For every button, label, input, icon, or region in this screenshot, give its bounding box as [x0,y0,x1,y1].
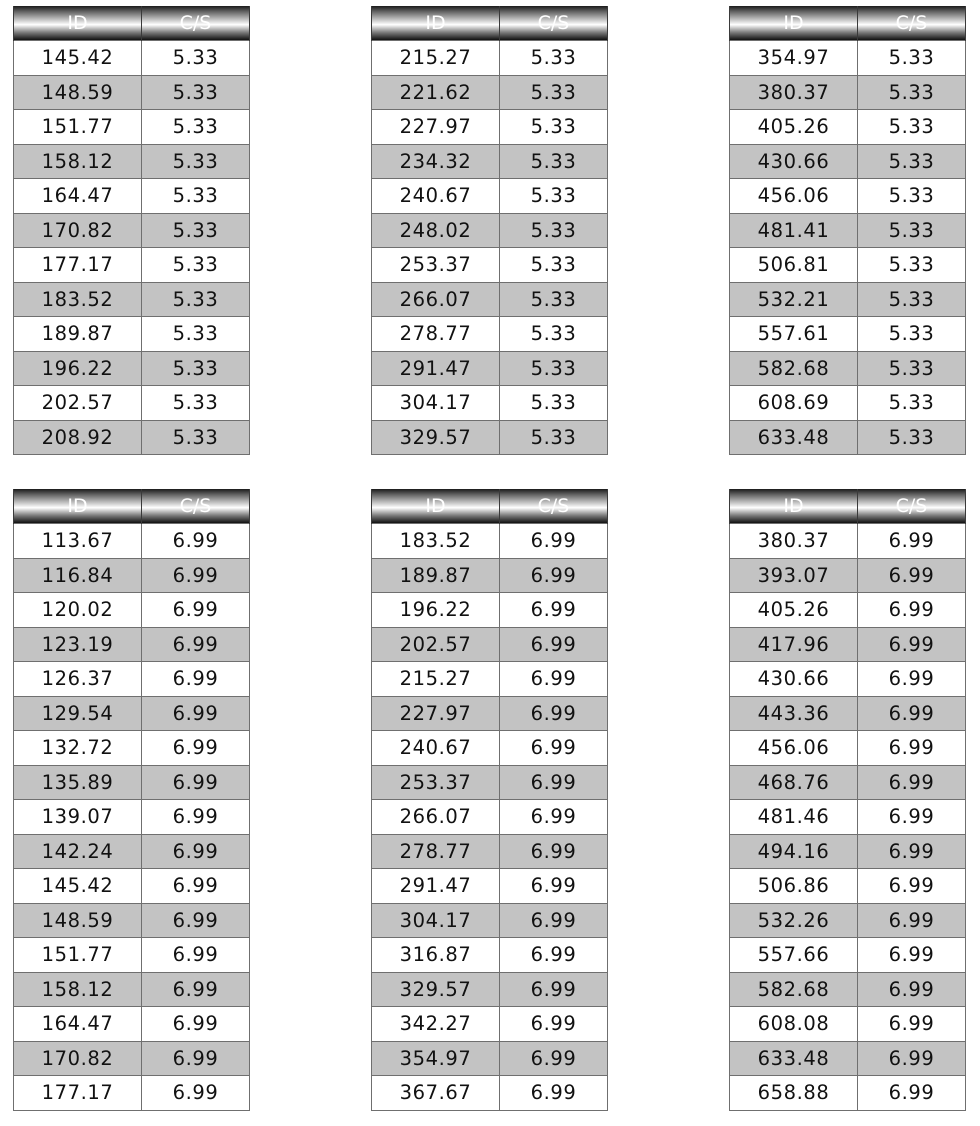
cs-cell: 6.99 [858,558,966,593]
cs-cell: 5.33 [500,386,608,421]
table-row [730,1076,966,1111]
table-row [372,420,608,455]
table-row [372,75,608,110]
size-table-2 [371,6,608,455]
table-row [730,248,966,283]
cs-cell: 5.33 [858,420,966,455]
cs-cell: 6.99 [142,1007,250,1042]
table-row [372,938,608,973]
size-table-4 [13,489,250,1111]
header-row [372,489,608,524]
id-cell: 202.57 [14,386,142,421]
table-row [372,696,608,731]
table-row [730,593,966,628]
id-cell: 304.17 [372,903,500,938]
id-cell: 342.27 [372,1007,500,1042]
id-cell: 481.41 [730,213,858,248]
table-row [14,938,250,973]
table-row [730,420,966,455]
id-cell: 189.87 [14,317,142,352]
table-row [14,800,250,835]
cs-cell: 6.99 [858,1041,966,1076]
id-cell: 443.36 [730,696,858,731]
cs-cell: 6.99 [500,800,608,835]
id-cell: 142.24 [14,834,142,869]
id-cell: 221.62 [372,75,500,110]
table-row [730,558,966,593]
table-row [372,765,608,800]
cs-cell: 5.33 [142,282,250,317]
cs-cell: 6.99 [858,869,966,904]
cs-cell: 5.33 [500,75,608,110]
table-row [14,1007,250,1042]
id-header: ID [730,489,858,524]
id-cell: 129.54 [14,696,142,731]
id-cell: 633.48 [730,420,858,455]
id-cell: 291.47 [372,351,500,386]
table-row [372,144,608,179]
table-row [372,213,608,248]
cs-cell: 6.99 [500,765,608,800]
cs-cell: 6.99 [858,1076,966,1111]
cs-cell: 6.99 [142,800,250,835]
table-row [14,627,250,662]
id-cell: 113.67 [14,524,142,559]
id-cell: 177.17 [14,1076,142,1111]
cs-cell: 6.99 [142,558,250,593]
table-row [372,1076,608,1111]
table-row [14,317,250,352]
size-table-5 [371,489,608,1111]
cs-cell: 5.33 [142,386,250,421]
cs-cell: 6.99 [500,662,608,697]
table-row [730,524,966,559]
cs-cell: 6.99 [142,869,250,904]
cs-cell: 5.33 [858,386,966,421]
table-row [730,903,966,938]
cs-cell: 5.33 [500,317,608,352]
id-cell: 164.47 [14,1007,142,1042]
table-row [14,282,250,317]
cs-cell: 6.99 [142,972,250,1007]
table-row [372,834,608,869]
id-cell: 148.59 [14,903,142,938]
table-row [372,800,608,835]
cs-cell: 5.33 [858,317,966,352]
id-cell: 278.77 [372,317,500,352]
id-cell: 532.21 [730,282,858,317]
id-cell: 145.42 [14,869,142,904]
cs-cell: 6.99 [142,765,250,800]
cs-cell: 5.33 [500,351,608,386]
table-row [14,834,250,869]
cs-cell: 6.99 [142,696,250,731]
id-cell: 164.47 [14,179,142,214]
table-row [14,144,250,179]
cs-cell: 6.99 [142,903,250,938]
table-row [14,1076,250,1111]
id-cell: 170.82 [14,213,142,248]
table-row [14,1041,250,1076]
cs-cell: 6.99 [858,627,966,662]
id-cell: 481.46 [730,800,858,835]
table-row [14,662,250,697]
cs-cell: 6.99 [500,938,608,973]
table-row [372,1007,608,1042]
cs-cell: 5.33 [858,179,966,214]
cs-cell: 6.99 [500,558,608,593]
id-cell: 430.66 [730,662,858,697]
id-header: ID [372,489,500,524]
table-row [14,386,250,421]
cs-cell: 6.99 [500,731,608,766]
cs-cell: 6.99 [142,1076,250,1111]
table-row [14,869,250,904]
id-cell: 405.26 [730,593,858,628]
id-cell: 202.57 [372,627,500,662]
id-cell: 417.96 [730,627,858,662]
cs-cell: 5.33 [142,248,250,283]
id-cell: 158.12 [14,144,142,179]
cs-cell: 5.33 [142,41,250,76]
id-cell: 177.17 [14,248,142,283]
cs-cell: 5.33 [142,351,250,386]
id-header: ID [14,489,142,524]
id-cell: 291.47 [372,869,500,904]
id-cell: 658.88 [730,1076,858,1111]
table-row [14,75,250,110]
cs-cell: 6.99 [142,627,250,662]
cs-cell: 6.99 [142,1041,250,1076]
table-row [14,903,250,938]
cs-cell: 5.33 [142,75,250,110]
id-cell: 266.07 [372,282,500,317]
id-cell: 196.22 [14,351,142,386]
id-cell: 329.57 [372,420,500,455]
header-row [14,489,250,524]
table-row [730,1007,966,1042]
id-cell: 456.06 [730,179,858,214]
cs-cell: 6.99 [500,903,608,938]
cs-header: C/S [142,6,250,41]
id-cell: 380.37 [730,524,858,559]
id-cell: 354.97 [372,1041,500,1076]
table-row [730,75,966,110]
cs-header: C/S [500,6,608,41]
cs-cell: 6.99 [142,662,250,697]
table-row [14,420,250,455]
id-cell: 468.76 [730,765,858,800]
id-cell: 582.68 [730,351,858,386]
id-cell: 456.06 [730,731,858,766]
table-row [372,386,608,421]
id-cell: 234.32 [372,144,500,179]
cs-cell: 6.99 [500,1041,608,1076]
header-row [372,6,608,41]
table-row [372,731,608,766]
table-row [730,696,966,731]
size-table-1 [13,6,250,455]
cs-cell: 5.33 [500,282,608,317]
cs-header: C/S [858,489,966,524]
table-row [372,627,608,662]
table-row [730,627,966,662]
table-row [730,1041,966,1076]
cs-cell: 5.33 [858,351,966,386]
id-cell: 253.37 [372,248,500,283]
cs-header: C/S [142,489,250,524]
id-cell: 304.17 [372,386,500,421]
table-row [730,972,966,1007]
id-cell: 557.61 [730,317,858,352]
header-row [730,489,966,524]
size-table-3 [729,6,966,455]
cs-cell: 6.99 [858,524,966,559]
cs-cell: 5.33 [858,248,966,283]
id-cell: 208.92 [14,420,142,455]
cs-cell: 6.99 [500,696,608,731]
cs-cell: 5.33 [142,317,250,352]
cs-cell: 6.99 [500,627,608,662]
table-row [14,110,250,145]
table-row [372,317,608,352]
table-row [14,179,250,214]
id-cell: 278.77 [372,834,500,869]
size-table-6 [729,489,966,1111]
cs-cell: 6.99 [858,800,966,835]
id-cell: 240.67 [372,179,500,214]
table-row [730,834,966,869]
table-row [372,558,608,593]
header-row [14,6,250,41]
cs-cell: 6.99 [858,972,966,1007]
id-header: ID [14,6,142,41]
id-cell: 151.77 [14,938,142,973]
cs-cell: 6.99 [142,593,250,628]
id-cell: 132.72 [14,731,142,766]
table-row [730,351,966,386]
cs-cell: 6.99 [500,1007,608,1042]
cs-cell: 6.99 [500,593,608,628]
cs-cell: 5.33 [858,144,966,179]
id-cell: 215.27 [372,662,500,697]
id-cell: 494.16 [730,834,858,869]
table-row [730,110,966,145]
table-row [14,593,250,628]
id-cell: 557.66 [730,938,858,973]
id-cell: 430.66 [730,144,858,179]
id-cell: 506.81 [730,248,858,283]
table-row [14,765,250,800]
id-cell: 120.02 [14,593,142,628]
cs-cell: 5.33 [500,248,608,283]
cs-cell: 5.33 [142,179,250,214]
table-row [730,41,966,76]
table-row [372,903,608,938]
id-cell: 215.27 [372,41,500,76]
cs-cell: 6.99 [500,869,608,904]
id-cell: 506.86 [730,869,858,904]
id-cell: 123.19 [14,627,142,662]
table-row [730,179,966,214]
table-row [14,213,250,248]
table-row [14,524,250,559]
id-cell: 367.67 [372,1076,500,1111]
id-cell: 148.59 [14,75,142,110]
id-cell: 248.02 [372,213,500,248]
cs-cell: 6.99 [858,765,966,800]
table-row [372,972,608,1007]
cs-cell: 5.33 [858,41,966,76]
id-cell: 354.97 [730,41,858,76]
id-cell: 393.07 [730,558,858,593]
cs-cell: 6.99 [500,834,608,869]
id-cell: 633.48 [730,1041,858,1076]
table-row [372,110,608,145]
id-cell: 151.77 [14,110,142,145]
id-cell: 116.84 [14,558,142,593]
cs-cell: 6.99 [500,524,608,559]
cs-cell: 6.99 [142,834,250,869]
cs-cell: 6.99 [858,593,966,628]
table-row [372,662,608,697]
cs-cell: 6.99 [142,938,250,973]
cs-cell: 5.33 [500,179,608,214]
cs-header: C/S [500,489,608,524]
table-row [14,731,250,766]
id-cell: 189.87 [372,558,500,593]
cs-cell: 6.99 [858,834,966,869]
table-row [14,351,250,386]
cs-cell: 5.33 [500,110,608,145]
cs-cell: 5.33 [858,282,966,317]
id-cell: 329.57 [372,972,500,1007]
id-cell: 608.08 [730,1007,858,1042]
id-cell: 253.37 [372,765,500,800]
table-row [14,248,250,283]
cs-cell: 6.99 [142,524,250,559]
id-cell: 316.87 [372,938,500,973]
table-row [730,765,966,800]
cs-header: C/S [858,6,966,41]
table-row [730,731,966,766]
cs-cell: 6.99 [858,696,966,731]
id-header: ID [730,6,858,41]
id-cell: 183.52 [372,524,500,559]
cs-cell: 6.99 [858,662,966,697]
id-cell: 145.42 [14,41,142,76]
cs-cell: 5.33 [142,213,250,248]
table-row [730,938,966,973]
id-cell: 158.12 [14,972,142,1007]
cs-cell: 5.33 [142,110,250,145]
table-row [14,696,250,731]
cs-cell: 5.33 [500,213,608,248]
cs-cell: 6.99 [858,903,966,938]
cs-cell: 6.99 [858,938,966,973]
id-cell: 139.07 [14,800,142,835]
cs-cell: 5.33 [500,41,608,76]
table-row [372,248,608,283]
table-row [372,179,608,214]
id-cell: 227.97 [372,696,500,731]
id-cell: 126.37 [14,662,142,697]
cs-cell: 6.99 [500,972,608,1007]
cs-cell: 6.99 [858,1007,966,1042]
id-cell: 608.69 [730,386,858,421]
cs-cell: 5.33 [142,144,250,179]
table-row [372,593,608,628]
cs-cell: 5.33 [500,420,608,455]
cs-cell: 5.33 [858,75,966,110]
id-cell: 532.26 [730,903,858,938]
table-row [730,144,966,179]
table-row [730,662,966,697]
table-row [730,282,966,317]
id-cell: 196.22 [372,593,500,628]
table-row [730,213,966,248]
header-row [730,6,966,41]
cs-cell: 5.33 [858,213,966,248]
cs-cell: 5.33 [858,110,966,145]
table-row [372,41,608,76]
id-cell: 183.52 [14,282,142,317]
id-cell: 170.82 [14,1041,142,1076]
cs-cell: 5.33 [142,420,250,455]
id-cell: 227.97 [372,110,500,145]
id-cell: 380.37 [730,75,858,110]
table-row [372,524,608,559]
table-row [730,800,966,835]
table-row [372,869,608,904]
id-cell: 405.26 [730,110,858,145]
id-cell: 582.68 [730,972,858,1007]
table-row [730,386,966,421]
cs-cell: 5.33 [500,144,608,179]
id-cell: 240.67 [372,731,500,766]
id-cell: 135.89 [14,765,142,800]
table-row [730,317,966,352]
table-row [14,972,250,1007]
table-row [14,558,250,593]
table-row [372,351,608,386]
cs-cell: 6.99 [142,731,250,766]
id-cell: 266.07 [372,800,500,835]
table-row [372,282,608,317]
table-row [14,41,250,76]
cs-cell: 6.99 [500,1076,608,1111]
table-row [730,869,966,904]
id-header: ID [372,6,500,41]
cs-cell: 6.99 [858,731,966,766]
table-row [372,1041,608,1076]
